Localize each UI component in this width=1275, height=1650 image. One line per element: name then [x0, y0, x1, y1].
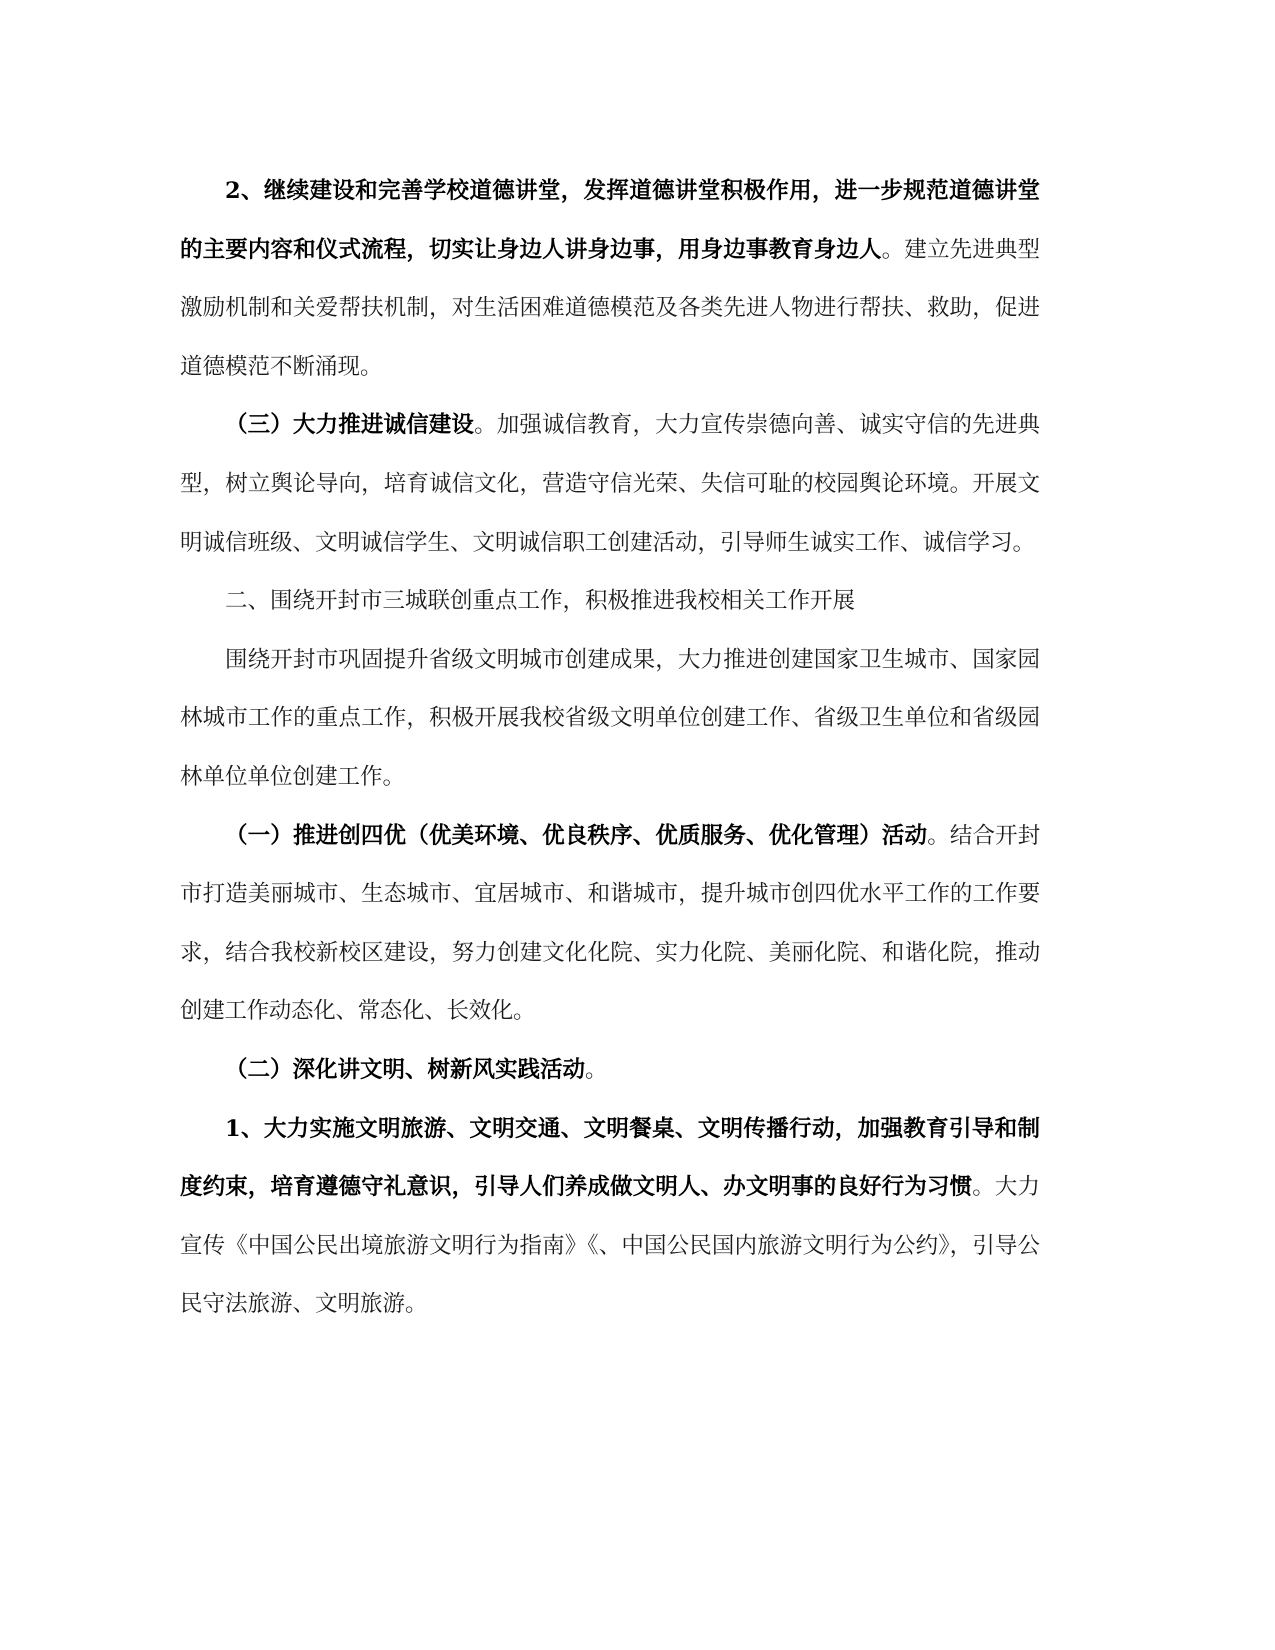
paragraph-bold-lead: （二）深化讲文明、树新风实践活动	[225, 1056, 586, 1083]
paragraph-text: 。大力宣传《中国公民出境旅游文明行为指南》《、中国公民国内旅游文明行为公约》，引导公民守法旅游、文明旅游。	[180, 1174, 1040, 1318]
paragraph-four-excellences	[180, 807, 1040, 1041]
paragraph-text: 二、围绕开封市三城联创重点工作，积极推进我校相关工作开展	[225, 588, 856, 615]
paragraph-bold-lead: （三）大力推进诚信建设	[225, 412, 475, 439]
paragraph-moral-lecture-hall	[180, 162, 1040, 396]
section-heading-three-cities	[180, 572, 1040, 631]
paragraph-civility-practice	[180, 1041, 1040, 1100]
paragraph-text: 。建立先进典型激励机制和关爱帮扶机制，对生活困难道德模范及各类先进人物进行帮扶、救助，促进道德模范不断涌现。	[180, 236, 1040, 380]
paragraph-bold-lead: 1、大力实施文明旅游、文明交通、文明餐桌、文明传播行动，加强教育引导和制度约束，培育遵德守礼意识，引导人们养成做文明人、办文明事的良好行为习惯	[180, 1115, 1040, 1201]
paragraph-integrity-building	[180, 396, 1040, 572]
paragraph-text: 。加强诚信教育，大力宣传崇德向善、诚实守信的先进典型，树立舆论导向，培育诚信文化，营造守信光荣、失信可耻的校园舆论环境。开展文明诚信班级、文明诚信学生、文明诚信职工创建活动，引导师生诚实工作、诚信学习。	[180, 412, 1040, 556]
paragraph-text: 围绕开封市巩固提升省级文明城市创建成果，大力推进创建国家卫生城市、国家园林城市工作的重点工作，积极开展我校省级文明单位创建工作、省级卫生单位和省级园林单位单位创建工作。	[180, 646, 1040, 790]
paragraph-text: 。	[585, 1056, 608, 1083]
document-body	[180, 162, 1040, 1334]
paragraph-civilized-travel	[180, 1100, 1040, 1334]
paragraph-bold-lead: （一）推进创四优（优美环境、优良秩序、优质服务、优化管理）活动	[225, 822, 928, 849]
paragraph-three-cities-intro	[180, 631, 1040, 807]
paragraph-text: 。结合开封市打造美丽城市、生态城市、宜居城市、和谐城市，提升城市创四优水平工作的工作要求，结合我校新校区建设，努力创建文化化院、实力化院、美丽化院、和谐化院，推动创建工作动态化、常态化、长效化。	[180, 822, 1040, 1025]
paragraph-bold-lead: 2、继续建设和完善学校道德讲堂，发挥道德讲堂积极作用，进一步规范道德讲堂的主要内容和仪式流程，切实让身边人讲身边事，用身边事教育身边人	[180, 178, 1040, 263]
